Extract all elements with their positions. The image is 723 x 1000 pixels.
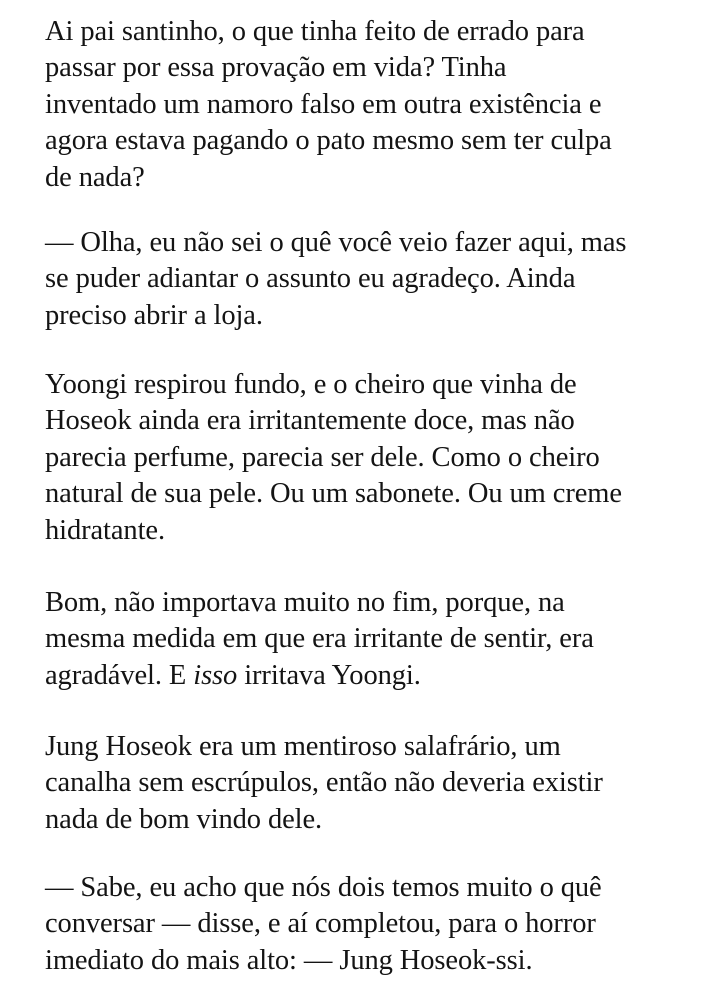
text-line-with-italic xyxy=(45,658,695,694)
text-line: — Olha, eu não sei o quê você veio fazer aqui, mas xyxy=(45,227,627,258)
text-line: nada de bom vindo dele. xyxy=(45,803,323,835)
text-line: de nada? xyxy=(45,161,145,193)
text-line: passar por essa provação em vida? Tinha xyxy=(45,52,507,84)
text-line: agora estava pagando o pato mesmo sem ter culpa xyxy=(45,125,612,157)
text-line: — Sabe, eu acho que nós dois temos muito o quê xyxy=(45,872,602,903)
text-line: imediato do mais alto: — Jung Hoseok-ssi. xyxy=(45,944,533,976)
text-line: hidratante. xyxy=(45,514,165,546)
paragraph-1 xyxy=(45,14,695,196)
text-line: Ai pai santinho, o que tinha feito de errado para xyxy=(45,16,585,47)
text-line: mesma medida em que era irritante de sentir, era xyxy=(45,623,594,655)
text-line: natural de sua pele. Ou um sabonete. Ou um creme xyxy=(45,478,622,510)
paragraph-2 xyxy=(45,225,695,334)
text-line: Jung Hoseok era um mentiroso salafrário, um xyxy=(45,731,561,762)
paragraph-4 xyxy=(45,585,695,694)
text-run: irritava Yoongi. xyxy=(237,659,421,691)
text-line: canalha sem escrúpulos, então não deveria existir xyxy=(45,767,603,799)
italic-word: isso xyxy=(193,659,238,691)
text-line: conversar — disse, e aí completou, para o horror xyxy=(45,908,596,940)
text-line: parecia perfume, parecia ser dele. Como o cheiro xyxy=(45,441,600,473)
text-line: Bom, não importava muito no fim, porque, na xyxy=(45,587,565,618)
text-run: agradável. E xyxy=(45,659,194,691)
text-line: Hoseok ainda era irritantemente doce, mas não xyxy=(45,405,575,437)
paragraph-5 xyxy=(45,729,695,838)
text-line: inventado um namoro falso em outra existência e xyxy=(45,88,602,120)
text-line: preciso abrir a loja. xyxy=(45,299,263,331)
text-line: se puder adiantar o assunto eu agradeço. Ainda xyxy=(45,263,576,295)
paragraph-6 xyxy=(45,870,695,979)
text-line: Yoongi respirou fundo, e o cheiro que vinha de xyxy=(45,369,577,400)
paragraph-3 xyxy=(45,367,695,549)
